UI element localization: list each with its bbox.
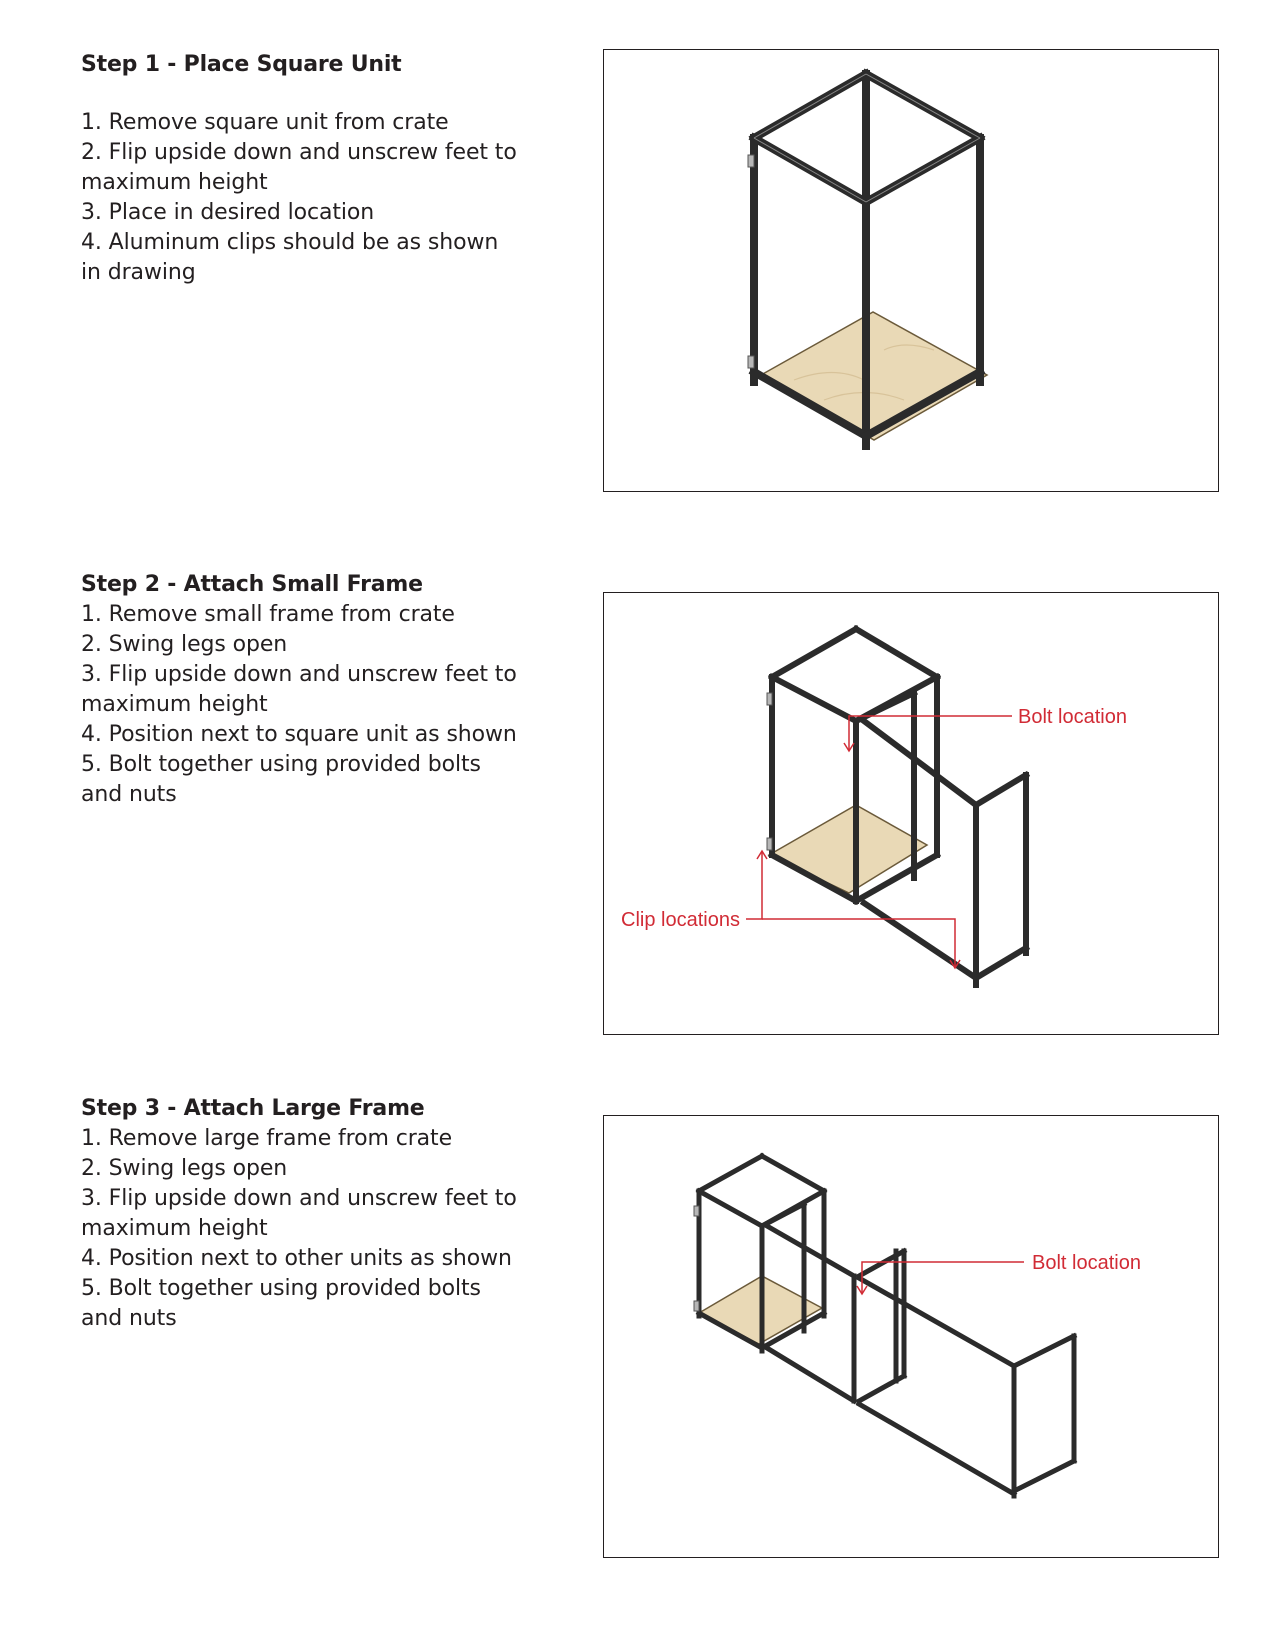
- instruction-line: 5. Bolt together using provided bolts: [81, 752, 481, 777]
- instruction-line: maximum height: [81, 692, 268, 717]
- step-1-figure: [603, 49, 1219, 492]
- square-unit-drawing: [604, 50, 1220, 493]
- large-frame: [859, 1251, 1074, 1496]
- step-2-instructions: [81, 600, 551, 810]
- instruction-line: 5. Bolt together using provided bolts: [81, 1276, 481, 1301]
- aluminum-clip: [694, 1206, 699, 1216]
- bolt-location-label: Bolt location: [1018, 706, 1127, 728]
- aluminum-clip: [694, 1301, 699, 1311]
- instruction-line: and nuts: [81, 1306, 177, 1331]
- instruction-line: maximum height: [81, 170, 268, 195]
- instruction-line: 3. Flip upside down and unscrew feet to: [81, 1186, 517, 1211]
- aluminum-clip: [767, 838, 772, 850]
- step-3-instructions: [81, 1124, 551, 1334]
- foot: [976, 376, 984, 386]
- step-1: [0, 0, 1275, 540]
- instruction-line: 3. Flip upside down and unscrew feet to: [81, 662, 517, 687]
- step-2: [0, 540, 1275, 1080]
- foot: [750, 376, 758, 386]
- instruction-line: in drawing: [81, 260, 196, 285]
- step-3: [0, 1080, 1275, 1620]
- step-3-title: Step 3 - Attach Large Frame: [81, 1096, 425, 1121]
- instruction-line: 4. Aluminum clips should be as shown: [81, 230, 499, 255]
- instruction-line: 2. Flip upside down and unscrew feet to: [81, 140, 517, 165]
- instruction-line: 1. Remove small frame from crate: [81, 602, 455, 627]
- instruction-line: 1. Remove large frame from crate: [81, 1126, 453, 1151]
- small-frame-drawing: [604, 593, 1220, 1036]
- square-unit-frame: [754, 74, 980, 442]
- instruction-line: maximum height: [81, 1216, 268, 1241]
- instruction-line: 3. Place in desired location: [81, 200, 375, 225]
- step-3-text: [81, 1094, 551, 1334]
- bolt-location-label: Bolt location: [1032, 1252, 1141, 1274]
- aluminum-clip: [767, 693, 772, 705]
- large-frame-drawing: [604, 1116, 1220, 1559]
- step-3-figure: [603, 1115, 1219, 1558]
- instruction-line: and nuts: [81, 782, 177, 807]
- instruction-line: 1. Remove square unit from crate: [81, 110, 449, 135]
- clip-locations-label: Clip locations: [621, 909, 740, 931]
- step-1-title: Step 1 - Place Square Unit: [81, 52, 402, 77]
- aluminum-clip: [748, 356, 754, 368]
- step-1-text: [81, 50, 551, 288]
- step-2-text: [81, 570, 551, 810]
- instruction-line: 2. Swing legs open: [81, 632, 288, 657]
- instruction-line: 4. Position next to other units as shown: [81, 1246, 512, 1271]
- step-1-instructions: [81, 108, 551, 288]
- step-2-title: Step 2 - Attach Small Frame: [81, 572, 423, 597]
- instruction-line: 4. Position next to square unit as shown: [81, 722, 517, 747]
- plywood-base: [761, 312, 987, 440]
- aluminum-clip: [748, 155, 754, 167]
- step-2-figure: [603, 592, 1219, 1035]
- plywood-base: [769, 805, 927, 893]
- foot: [862, 440, 870, 450]
- instruction-line: 2. Swing legs open: [81, 1156, 288, 1181]
